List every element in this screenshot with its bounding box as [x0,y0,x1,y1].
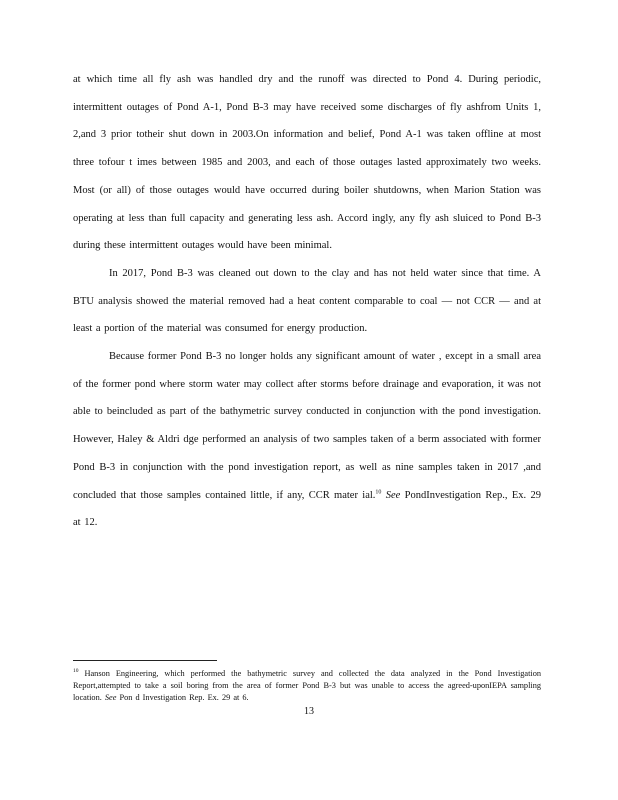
footnote-citation-signal: See [104,693,117,702]
citation-text: PondInvestigation Rep., Ex. 29 at 12. [73,489,541,529]
footnote-citation: Pon d Investigation Rep. Ex. 29 at 6. [116,693,249,702]
citation-signal: See [385,489,401,501]
paragraph-continued: at which time all fly ash was handled dry and the runoff was directed to Pond 4. During periodic, intermittent outages of Pond A-1, Pond B-3 may have received some discharges of fly ashfrom Units 1, 2,and 3 prior totheir shut down in 2003.On information and belief, Pond A-1 was taken offline at most three tofour t imes between 1985 and 2003, and each of those outages lasted approximately two weeks. Most (or all) of those outages would have occurred during boiler shutdowns, when Marion Station was operating at less than full capacity and generating less ash. Accord ingly, any fly ash sluiced to Pond B-3 during these intermittent outages would have been minimal. [73,74,541,252]
footnote-text: Hanson Engineering, which performed the bathymetric survey and collected the data analyzed in the Pond Investigation Report,attempted to take a soil boring from the area of former Pond B-3 but was unable to access the agreed-uponIEPA sampling location. [73,669,541,702]
paragraph-pond-b3-cleaning: In 2017, Pond B-3 was cleaned out down to the clay and has not held water since that time. A BTU analysis showed the material removed had a heat content comparable to coal — not CCR — and at least a portion of the material was consumed for energy production. [73,267,541,335]
paragraph-pond-b3-analysis [73,343,541,537]
footnote-reference: 10 [375,489,382,496]
footnote-number: 10 [73,668,79,675]
footnote-separator [73,660,217,661]
body-text [73,66,541,537]
page-number: 13 [304,706,314,717]
footnote [73,668,541,704]
paragraph-text: Because former Pond B-3 no longer holds any significant amount of water , except in a small area of the former pond where storm water may collect after storms before drainage and evaporation, it was not able to beincluded as part of the bathymetric survey conducted in conjunction with the pond investigation. However, Haley & Aldri dge performed an analysis of two samples taken of a berm associated with former Pond B-3 in conjunction with the pond investigation report, as well as nine samples taken in 2017 ,and concluded that those samples contained little, if any, CCR mater ial. [73,351,541,501]
